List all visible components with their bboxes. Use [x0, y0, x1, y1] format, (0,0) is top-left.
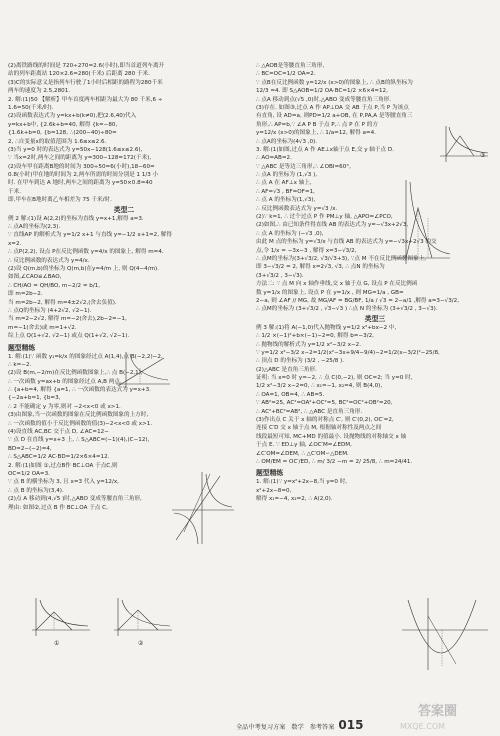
right-line-27: 数 y=1/x 的图象上, 设点 P 在 y=1/x , 则 MG=1/a , GB=	[256, 289, 404, 296]
right-line-18: (2)∵ k=1, ∴ 过个过点 P 作 PM⊥y 轴, △APO=∠PCO,	[256, 214, 393, 221]
left-line-51: (2)点 A 移动到(4,√5 )时,△ABO 变成等腰直角三角形,	[8, 496, 142, 503]
left-line-4: 2. 解:(1)50 【解析】甲车首度两车相距为最大为 80 千米,6 ÷	[8, 96, 163, 103]
right-line-22: 点,令 1/x = −3x−3 , 解得 x=3−√3/2,	[256, 247, 357, 254]
right-line-24: 即 3−√3/2 = 2, 解得 x=2√3, √3, ∴ 点N 的坐标为	[256, 264, 385, 271]
right-line-33: ∴ 抛物线的解析式为 y=1/2 x²−3/2 x−2.	[256, 341, 361, 348]
left-line-16: 即,甲车在B地时离乙车相差为 75 千米/时.	[8, 197, 112, 204]
left-line-29: ∴ 点Q的坐标为 (4+2√2, √2−1).	[8, 307, 92, 314]
right-line-19: (2)如图,∴ 由已知条件得直线 AB 的表达式为 y=−√3x+2√3,	[256, 222, 409, 229]
left-line-14: 时. 在甲车到达 A 地时,两车之间的距离为 y=50×0.8=40	[8, 180, 153, 187]
question-3-graph	[392, 178, 452, 266]
right-line-14: ∴ 点 A 在 AF⊥x 轴上,	[256, 180, 312, 187]
figure-2-label: ②	[138, 640, 144, 647]
left-line-48: OC=1/2 OA=3.	[8, 470, 50, 477]
right-line-42: (3)作出点 C 关于 x 轴的对称点 C′, 则 C′(0,2), OC′=2,	[256, 417, 394, 424]
right-line-5: (3)存在. 如图③,过点 A 作 AP⊥OA 交 AB 于点 P,当 P 为该点	[256, 104, 409, 111]
left-line-52: 理由: 如图②,过点 B 作 BC⊥OA 于点 C,	[8, 504, 108, 511]
left-line-12: (2)设车甲在距离B地的时间为 300÷50=6(小时),18−60=	[8, 163, 155, 170]
page-footer	[236, 718, 363, 732]
left-line-39: {−2a+b=1, {b=3,	[8, 395, 61, 402]
right-line-7: 角形,∴ AP=b,∵ ∠A P B 于点 P,∴ 点 P 在 P 的方	[256, 121, 378, 128]
left-line-3: 两车的速度为 2.5,2801.	[8, 88, 71, 95]
right-line-4: ∴ 点A 移动到点(√5 ,0)时,△ABO 变成等腰直角三角形.	[256, 96, 392, 103]
right-line-40: ∵ AB²=25, AC²=OA²+OC²=5, BC²=OC²+OB²=20,	[256, 400, 393, 407]
right-line-51: 解得 x₁=−4, x₂=2, ∴ A(2,0).	[256, 496, 333, 503]
left-line-13: 0.8(小时)甲在地的时间为 2,两车所需的时间分别是 1 1/3 小	[8, 172, 159, 179]
right-line-48: 题型精练	[256, 469, 284, 478]
right-line-35: ∴ 顶点 D 的坐标为 (3/2 , −25/8 ).	[256, 358, 345, 365]
right-line-16: ∴ 点 A 的坐标为(1,√3),	[256, 197, 316, 204]
left-line-20: ∵ 直线AP 的解析式为 y=1/2 x+1 与直线 y=−1/2 x+1=2, 解得	[8, 232, 172, 239]
right-line-17: ∴ 反比例函数表达式为 y=√3 /x.	[256, 205, 338, 212]
right-line-36: (2)△ABC 是直角三角形.	[256, 366, 317, 373]
exercise-2-figure-2	[110, 596, 174, 638]
right-line-49: 1. 解:(1)∵ y=x²+2x−8,当 y=0 时,	[256, 479, 348, 486]
left-line-40: ∴ 2 不能确定 y 为零,则对 −2<x<0 或 x>1.	[8, 403, 121, 410]
right-line-12: ∵ △ABC 是等边三角形,∴ ∠OBI=60°,	[256, 163, 351, 170]
right-line-13: ∴ 点A 的坐标为 (1,√3 ),	[256, 172, 318, 179]
right-line-0: ∴ △AOB是等腰直角三角形,	[256, 63, 325, 69]
left-line-10: (3)当 y=0 时的表达式为 y=50x−128(1.6≤x≤2.6),	[8, 146, 143, 153]
figure-3-label: ③	[480, 152, 486, 159]
left-line-32: 综上点 Q(1+√2, √2−1) 或点 Q(1+√2, √2−1).	[8, 333, 130, 340]
example-2-graph	[112, 350, 172, 390]
left-line-11: ∵ 当x=2时,两车之间的距离为 y=300−128=172(千米),	[8, 155, 152, 162]
left-line-47: 2. 解:(1)如图 ①,过点B作 BC⊥OA 于点C,则	[8, 462, 118, 469]
left-line-27: 即 m=2b−2.	[8, 291, 43, 298]
left-line-0: (2)离铁路线的时间是 720÷270=2.6(小时),即当首道列车离开	[8, 63, 165, 69]
left-line-9: 2, ∴自变量x的取值范围为 1.6≤x≤2.6.	[8, 138, 107, 145]
right-line-23: ∴ 点M的坐标为(3+√3/2, √3/√3+3), ∵点 M 不在反比例函数图象上,	[256, 255, 427, 262]
left-line-15: 千米.	[8, 188, 21, 195]
left-line-24: (2)设 Q(m,b)的坐标为 Q(m,b)在y=4/m 上, 则 Q(4−4/m).	[8, 265, 160, 272]
left-line-19: ∴ 点A的坐标为(2,3).	[8, 224, 61, 231]
left-line-46: ∴ S△ABC=1/2 AC·BD=1/2×6×4=12.	[8, 454, 110, 461]
left-line-33: 题型精练	[8, 343, 36, 352]
right-line-11: ∴ AO=AB=2.	[256, 155, 292, 162]
right-line-39: ∴ OA=1, OB=4, ∴ AB=5.	[256, 391, 325, 398]
example-3-parabola-graph	[400, 596, 490, 672]
left-line-21: x=2.	[8, 240, 22, 247]
right-line-30: 类型三	[364, 314, 386, 323]
left-column	[8, 62, 240, 512]
right-line-9: ∴ 点A的坐标为(4√3 ,0).	[256, 138, 318, 145]
left-line-6: (2)设函数表达式为 y=kx+b(k≠0),把(2.6,40)代入	[8, 113, 137, 120]
left-line-28: 当 m=2b−2, 解得 m=4±2√2,(舍去负值).	[8, 299, 117, 306]
right-line-20: ∴ 点 A 的坐标为 (−√3 ,0),	[256, 230, 324, 237]
right-line-34: ∵ y=1/2 x²−3/2 x−2=1/2(x²−3x+9/4−9/4)−2=1/2(x−3/2)²−25/8,	[256, 349, 440, 356]
left-line-2: (3)C的实际意义是指列车行驶了1小时后相距的路程为280千米	[8, 79, 163, 86]
exercise-1-graph	[170, 470, 236, 546]
left-line-35: ∴ k=−2.	[8, 361, 32, 368]
left-line-18: 例 2 解:(1)设 A(2,2)的坐标为直线 y=x+1,解得 a=3.	[8, 215, 144, 222]
figure-1-label: ①	[54, 640, 60, 647]
right-line-21: 由此 M 点的坐标为 y=√3/x 与直线 AB 的表达式为 y=−√3x+2√3 的交	[256, 239, 437, 246]
footer-series: 全品中考复习方案	[236, 724, 286, 731]
right-line-37: 证明: 当 x=0 时 y=−2, ∴ 点 C(0,−2), 则 OC=2; 当 y=0 时,	[256, 375, 413, 382]
page-number: 015	[338, 718, 364, 732]
right-line-3: 12/3 =4. 即 S△AOB=1/2 OA·BC=1/2 ×6×4=12,	[256, 88, 388, 95]
left-line-30: 当 m=2−2√2, 解得 m=−2(舍去),2b−2=−1,	[8, 316, 127, 323]
left-line-41: (3)由图象,当一次函数的图象在反比例函数图象的上方时,	[8, 412, 149, 419]
right-line-26: 方法二: ∵ 点 M 向 x 轴作垂线,交 x 轴于点 G, 设点 P 在反比例函	[256, 281, 418, 288]
footer-subject: 数学	[291, 724, 304, 731]
right-line-50: x²+2x−8=0,	[256, 487, 292, 494]
left-line-34: 1. 解:(1)∵ 函数 y₁=k/x 的图象经过点 A(1,4),点 B(−2,2)−2.	[8, 353, 163, 360]
left-line-5: 1.6=50(千米/时).	[8, 104, 54, 111]
right-line-46: ∠C′OM=∠DEM, ∴ △C′OM∽△DEM.	[256, 450, 349, 457]
left-line-38: ∴ {a+b=4, 解得 {a=1, ∴ 一次函数的表达式为 y=x+3.	[8, 387, 151, 394]
right-line-6: 有直角, 设 AD=a, 则PD=1/2 a+OB, 在 P,PA,A 是等腰直角三	[256, 113, 413, 120]
left-line-49: ∵ 点 B 的横坐标为 3, 且 x=3 代入 y=12/x,	[8, 479, 119, 486]
right-line-15: ∴ AF=√3 , BF=OF=1,	[256, 188, 315, 195]
left-line-31: m=−1(舍去)或 m=1+√2.	[8, 324, 77, 331]
right-line-28: 2−a, 则 ∠AF // MG, 故 MG/AF = BG/BF, 1/a / √3 = 2−a/1 ,解得 a=3−√3/2,	[256, 297, 460, 304]
right-line-2: ∵ 点B在反比例函数 y=12/x (x>0)的图象上, ∴ 点B的纵坐标为	[256, 79, 413, 86]
watermark-logo: 答案圈	[418, 704, 458, 719]
left-line-7: y=kx+b中, {2.6k+b=40, 解得 {k=−80,	[8, 121, 118, 128]
left-line-44: ∵ 点 D 在直线 y=x+3 上, ∴ S△ABC=(−1)(4),(C−12),	[8, 437, 150, 444]
right-line-31: 例 3 解:(1)将 A(−1,0)代入抛物线 y=1/2 x²+bx−2 中,	[256, 324, 397, 331]
left-line-25: 如图,∠CAO≌∠BAO,	[8, 274, 62, 281]
left-line-8: {1.6k+b=0, {b=128, ∴(200−40)÷80=	[8, 130, 117, 137]
left-line-42: ∴ 一次函数的值小于反比例函数的值(3)−2<x<0 或 x>1.	[8, 420, 153, 427]
right-line-43: 连接 C′D 交 x 轴于点 M, 根据轴对称性及两点之间	[256, 425, 382, 432]
left-line-26: ∴ CH/AO = QH/BO, m−2/2 = b/1,	[8, 282, 101, 289]
right-line-25: (3+√3/2 , 3−√3).	[256, 272, 304, 279]
left-line-37: ∴ 一次函数 y=ax+b 的图象经过点 A,B 两点,	[8, 378, 122, 385]
right-line-41: ∴ AC²+BC²=AB², ∴ △ABC 是直角三角形.	[256, 408, 363, 415]
left-line-50: ∴ 点 B 的坐标为(3,4).	[8, 487, 64, 494]
exercise-2-figure-1	[28, 596, 92, 638]
right-line-10: 3. 解:(1)如图,过点 A 作 AE⊥x轴于点 E,交 y 轴于点 D.	[256, 146, 394, 153]
right-line-38: 1/2 x²−3/2 x−2=0, ∴ x₁=−1, x₂=4, 则 B(4,0),	[256, 383, 383, 390]
right-line-47: ∴ OM/EM = OC′/ED, ∴ m/ 3/2 −m = 2/ 25/8, ∴ m=24/41.	[256, 458, 413, 465]
left-line-43: (4)设直线 AC,BC 交于点 D, ∠AC=12−	[8, 429, 109, 436]
right-line-29: ∴ 点M的坐标为 (3+√3/2 , √3−√3 ) ∴点 N 的坐标为 (3+√3/2 , 3−√3).	[256, 306, 438, 313]
left-line-22: ∴ 点P(2,2), 设点 P在反比例函数 y=4/x 的图象上, 解得 m=4.	[8, 249, 164, 256]
right-line-1: ∴ BC=OC=1/2 OA=2.	[256, 71, 316, 78]
left-line-17: 类型二	[113, 205, 135, 214]
footer-section: 参考答案	[309, 724, 335, 731]
left-line-36: (2)设 B(m,−2/m)在反比例函数图象上,∴ 点 B(−2,1),	[8, 370, 143, 377]
left-line-45: BD=2−(−2)=4,	[8, 445, 52, 452]
left-line-23: ∴ 反比例函数的表达式为 y=4/x.	[8, 257, 90, 264]
right-line-32: ∴ 1/2 ×(−1)²+b×(−1)−2=0, 解得 b=−3/2,	[256, 333, 374, 340]
right-line-45: 于点 E. ∵ ED⊥y 轴, ∠OC′M=∠EDM,	[256, 442, 352, 449]
right-line-8: y=12/x (x>0)的图象上, ∴ 1/a=12, 解得 a=4.	[256, 130, 376, 137]
left-line-1: 站的列车距离站 120×2.6=280(千米) 后距离 280 千米.	[8, 71, 150, 78]
right-line-44: 线段最短可知, MC+MD 的值最小. 设抛物线的对称轴交 x 轴	[256, 433, 407, 440]
watermark-url: MXQE.COM	[400, 722, 446, 731]
